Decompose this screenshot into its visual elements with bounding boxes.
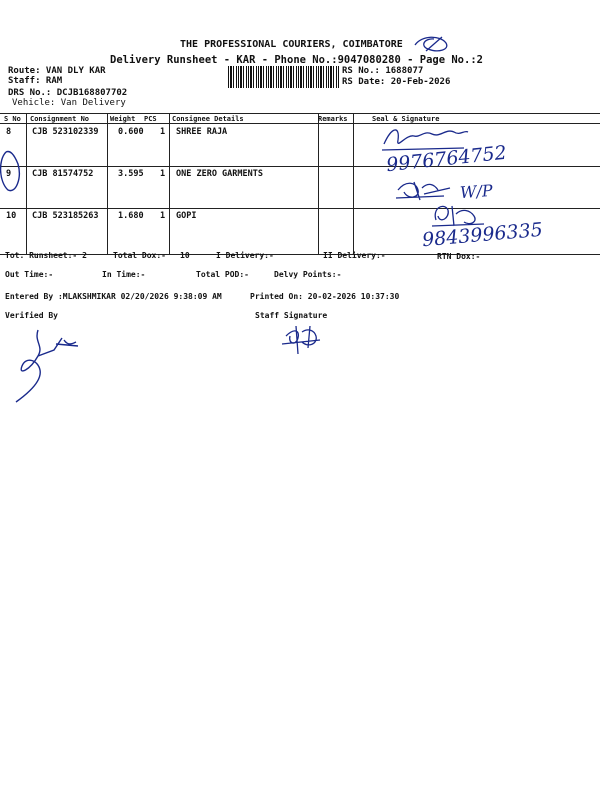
row2-pcs: 1 bbox=[160, 169, 166, 179]
handwritten-phone-1: 9976764752 bbox=[385, 141, 508, 177]
row3-weight: 1.680 bbox=[118, 211, 144, 221]
row3-consignee: GOPI bbox=[176, 211, 197, 221]
rtn-dox: RTN Dox:- bbox=[437, 252, 481, 261]
staff-label: Staff: RAM bbox=[8, 76, 63, 86]
total-runsheet: Tot. Runsheet:- 2 bbox=[5, 251, 87, 260]
entered-by: Entered By :MLAKSHMIKAR 02/20/2026 9:38:09 AM bbox=[5, 292, 222, 301]
row3-sno: 10 bbox=[6, 211, 17, 221]
route-label: Route: VAN DLY KAR bbox=[8, 66, 106, 76]
verified-signature bbox=[8, 326, 88, 406]
printed-on: Printed On: 20-02-2026 10:37:30 bbox=[250, 292, 400, 301]
header-sno: S No bbox=[4, 115, 21, 123]
row3-pcs: 1 bbox=[160, 211, 166, 221]
total-dox-label: Total Dox:- bbox=[113, 251, 166, 260]
delvy-points: Delvy Points:- bbox=[274, 270, 342, 279]
row2-sno: 9 bbox=[6, 169, 12, 179]
drs-number: DRS No.: DCJB168807702 bbox=[8, 88, 128, 98]
staff-signature-label: Staff Signature bbox=[255, 311, 328, 320]
header-remarks: Remarks bbox=[318, 115, 348, 123]
i-delivery: I Delivery:- bbox=[216, 251, 274, 260]
row2-consignee: ONE ZERO GARMENTS bbox=[176, 169, 263, 179]
header-pcs: PCS bbox=[144, 115, 157, 123]
row1-weight: 0.600 bbox=[118, 127, 144, 137]
staff-signature bbox=[280, 322, 324, 358]
header-weight: Weight bbox=[110, 115, 136, 123]
barcode bbox=[228, 66, 340, 88]
row2-weight: 3.595 bbox=[118, 169, 144, 179]
header-consignment: Consignment No bbox=[30, 115, 90, 123]
company-name: THE PROFESSIONAL COURIERS, COIMBATORE bbox=[180, 39, 403, 50]
stamp-scribble bbox=[412, 33, 452, 55]
verified-by: Verified By bbox=[5, 311, 58, 320]
row2-consignment: CJB 81574752 bbox=[32, 169, 94, 179]
ii-delivery: II Delivery:- bbox=[323, 251, 386, 260]
runsheet-title: Delivery Runsheet - KAR - Phone No.:9047080280 - Page No.:2 bbox=[110, 54, 483, 66]
handwritten-phone-2: 9843996335 bbox=[421, 218, 544, 252]
rs-date: RS Date: 20-Feb-2026 bbox=[342, 77, 451, 87]
in-time: In Time:- bbox=[102, 270, 146, 279]
vehicle-label: Vehicle: Van Delivery bbox=[12, 98, 126, 108]
out-time: Out Time:- bbox=[5, 270, 54, 279]
row1-sno: 8 bbox=[6, 127, 12, 137]
handwritten-note: W/P bbox=[459, 180, 494, 203]
header-consignee: Consignee Details bbox=[172, 115, 244, 123]
rs-number: RS No.: 1688077 bbox=[342, 66, 424, 76]
total-dox-value: 10 bbox=[180, 251, 190, 260]
header-seal-signature: Seal & Signature bbox=[372, 115, 440, 123]
row1-consignment: CJB 523102339 bbox=[32, 127, 99, 137]
row3-consignment: CJB 523185263 bbox=[32, 211, 99, 221]
row1-pcs: 1 bbox=[160, 127, 166, 137]
circle-mark bbox=[0, 148, 26, 194]
row1-consignee: SHREE RAJA bbox=[176, 127, 228, 137]
total-pod: Total POD:- bbox=[196, 270, 249, 279]
